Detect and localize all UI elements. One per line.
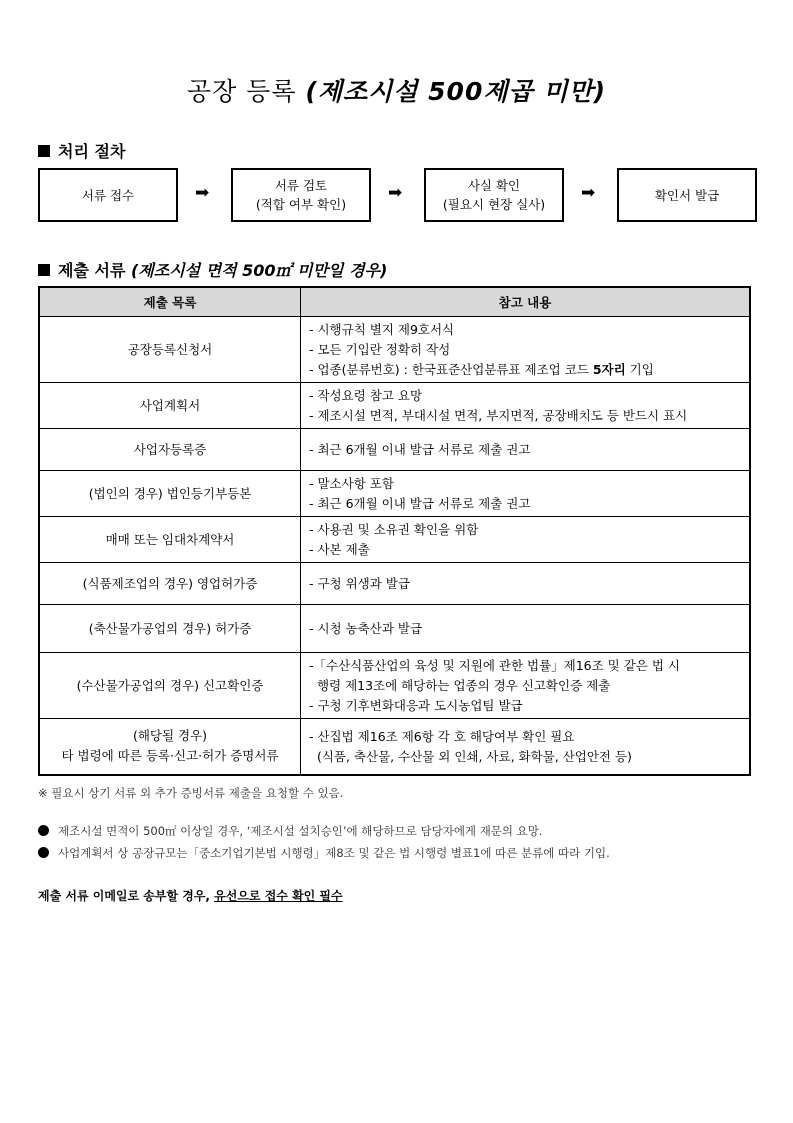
step-box-4 (617, 168, 757, 222)
step-2-label: 서류 검토 (274, 178, 328, 193)
documents-heading-emphasis: (제조시설 면적 500㎡ 미만일 경우) (130, 261, 388, 280)
doc-notes (301, 605, 751, 653)
table-header-row (39, 287, 750, 317)
doc-name (39, 429, 301, 471)
table-row (39, 517, 750, 563)
doc-notes (301, 563, 751, 605)
email-notice (38, 887, 343, 904)
doc-name (39, 563, 301, 605)
note-line: - 최근 6개월 이내 발급 서류로 제출 권고 (309, 496, 531, 511)
email-notice-underlined: 유선으로 접수 확인 필수 (214, 889, 343, 903)
doc-name (39, 605, 301, 653)
doc-name-text: 매매 또는 임대차계약서 (105, 531, 235, 547)
step-box-2 (231, 168, 371, 222)
note-line: - 말소사항 포함 (309, 476, 394, 491)
note-line (309, 360, 743, 380)
step-3-label: 사실 확인 (467, 178, 521, 193)
table-row (39, 471, 750, 517)
table-row (39, 563, 750, 605)
col-header-notes: 참고 내용 (301, 287, 751, 317)
doc-name (39, 653, 301, 719)
note-line: - 제조시설 면적, 부대시설 면적, 부지면적, 공장배치도 등 반드시 표시 (309, 408, 688, 423)
step-4-label: 확인서 발급 (654, 187, 720, 203)
doc-notes (301, 429, 751, 471)
doc-notes (301, 653, 751, 719)
table-row (39, 317, 750, 383)
arrow-right-icon: ➡ (195, 183, 210, 203)
note-line: - 시행규칙 별지 제9호서식 (309, 322, 455, 337)
step-box-3 (424, 168, 564, 222)
note-line: 행령 제13조에 해당하는 업종의 경우 신고확인증 제출 (309, 678, 611, 693)
square-bullet-icon (38, 145, 50, 157)
documents-heading-text: 제출 서류 (58, 261, 131, 280)
note-line: - 구청 위생과 발급 (309, 576, 410, 591)
doc-notes (301, 719, 751, 775)
step-2-sublabel: (적합 여부 확인) (255, 197, 347, 212)
note-text: 기입 (625, 362, 654, 377)
email-notice-text: 제출 서류 이메일로 송부할 경우, (38, 889, 215, 903)
doc-name-text: 사업자등록증 (133, 441, 207, 457)
note-line: - 산집법 제16조 제6항 각 호 해당여부 확인 필요 (309, 728, 575, 744)
info-bullet (38, 823, 543, 839)
footnote: ※ 필요시 상기 서류 외 추가 증빙서류 제출을 요청할 수 있음. (38, 786, 344, 800)
table-row (39, 719, 750, 775)
doc-name (39, 383, 301, 429)
documents-table (38, 286, 751, 776)
doc-name-text: 공장등록신청서 (127, 341, 213, 357)
note-line: - 모든 기입란 정확히 작성 (309, 342, 451, 357)
bullet-dot-icon (38, 847, 49, 858)
square-bullet-icon (38, 264, 50, 276)
doc-name (39, 471, 301, 517)
table-row (39, 429, 750, 471)
note-line: - 구청 기후변화대응과 도시농업팀 발급 (309, 698, 523, 713)
bullet-text: 사업계획서 상 공장규모는「중소기업기본법 시행령」제8조 및 같은 법 시행령 별표1에 따른 분류에 따라 기입. (58, 846, 610, 860)
doc-notes (301, 517, 751, 563)
doc-name-text: (식품제조업의 경우) 영업허가증 (82, 575, 258, 591)
doc-name-text: 타 법령에 따른 등록·신고·허가 증명서류 (61, 748, 279, 764)
note-line: (식품, 축산물, 수산물 외 인쇄, 사료, 화학물, 산업안전 등) (309, 748, 632, 764)
step-1-label: 서류 접수 (81, 187, 135, 203)
note-line: - 시청 농축산과 발급 (309, 621, 423, 636)
doc-notes (301, 317, 751, 383)
process-flow (38, 168, 755, 222)
doc-name (39, 719, 301, 775)
doc-name-text: (법인의 경우) 법인등기부등본 (88, 485, 252, 501)
arrow-right-icon: ➡ (388, 183, 403, 203)
col-header-list: 제출 목록 (39, 287, 301, 317)
bullet-dot-icon (38, 825, 49, 836)
arrow-right-icon: ➡ (581, 183, 596, 203)
doc-name-text: (해당될 경우) (132, 728, 208, 744)
table-row (39, 383, 750, 429)
step-box-1 (38, 168, 178, 222)
info-bullet (38, 845, 610, 861)
page-title (0, 72, 793, 108)
doc-name-text: (수산물가공업의 경우) 신고확인증 (76, 677, 264, 693)
note-bold-text: 5자리 (592, 362, 626, 377)
process-heading-text: 처리 절차 (58, 142, 126, 161)
step-3-sublabel: (필요시 현장 실사) (442, 197, 546, 212)
doc-notes (301, 471, 751, 517)
note-line: - 최근 6개월 이내 발급 서류로 제출 권고 (309, 442, 531, 457)
doc-name (39, 517, 301, 563)
title-emphasis: (제조시설 500제곱 미만) (305, 77, 607, 106)
note-line: - 사본 제출 (309, 542, 370, 557)
table-row (39, 653, 750, 719)
bullet-text: 제조시설 면적이 500㎡ 이상일 경우, ‘제조시설 설치승인’에 해당하므로 담당자에게 재문의 요망. (58, 824, 543, 838)
doc-name-text: 사업계획서 (139, 397, 201, 413)
note-line: - 작성요령 참고 요망 (309, 388, 423, 403)
title-prefix: 공장 등록 (186, 77, 306, 106)
doc-name-text: (축산물가공업의 경우) 허가증 (88, 620, 252, 636)
note-text: - 업종(분류번호) : 한국표준산업분류표 제조업 코드 (309, 362, 593, 377)
doc-notes (301, 383, 751, 429)
note-line: -「수산식품산업의 육성 및 지원에 관한 법률」제16조 및 같은 법 시 (309, 658, 680, 673)
doc-name (39, 317, 301, 383)
table-row (39, 605, 750, 653)
note-line: - 사용권 및 소유권 확인을 위함 (309, 522, 479, 537)
documents-heading (38, 258, 387, 281)
process-heading (38, 139, 125, 162)
